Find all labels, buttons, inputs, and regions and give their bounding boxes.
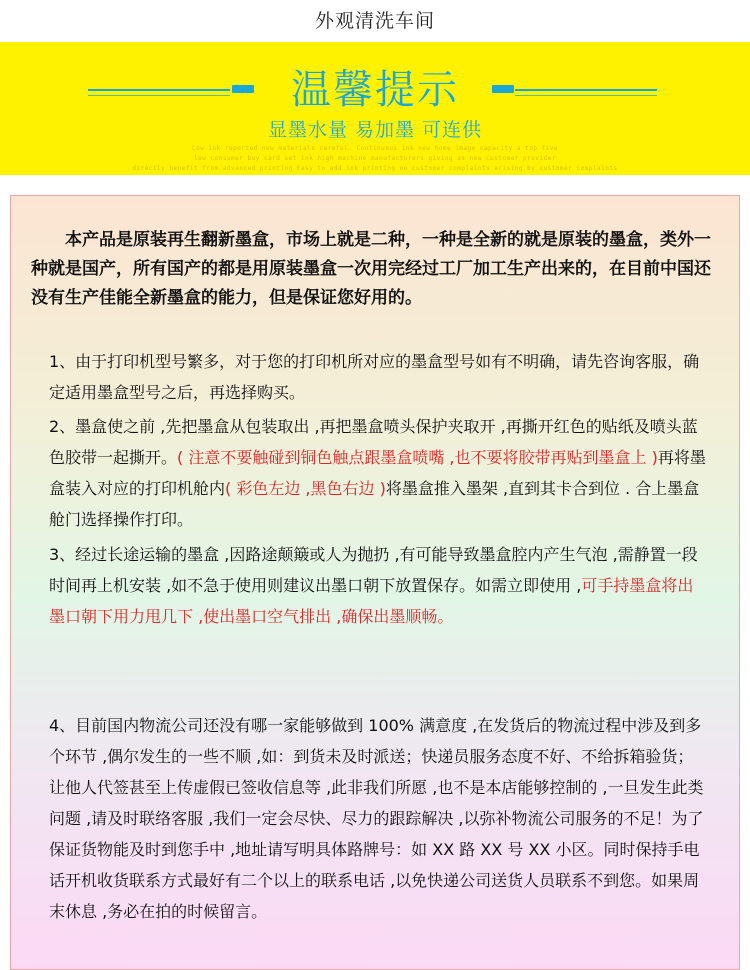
item-text: 1、由于打印机型号繁多，对于您的打印机所对应的墨盒型号如有不明确，请先咨询客服，确定适用墨盒型号之后，再选择购买。 xyxy=(49,352,700,402)
notice-panel xyxy=(10,195,740,970)
notice-item-4 xyxy=(49,710,709,927)
notice-item-1 xyxy=(49,346,709,408)
banner-fine-print xyxy=(110,144,640,174)
item-warning-text: ( 注意不要触碰到铜色触点跟墨盒喷嘴 ,也不要将胶带再贴到墨盒上 ) xyxy=(177,448,658,467)
item-text: 4、目前国内物流公司还没有哪一家能够做到 100% 满意度 ,在发货后的物流过程中涉及到多个环节 ,偶尔发生的一些不顺 ,如：到货未及时派送；快递员服务态度不好、不给拆箱验货；让他人代签甚至上传虚假已签收信息等 ,此非我们所愿 ,也不是本店能够控制的 ,一旦发生此类问题 ,请及时联络客服 ,我们一定会尽快、尽力的跟踪解决 ,以弥补物流公司服务的不足！为了保证货物能及时到您手中 ,地址请写明具体路牌号：如 XX 路 XX 号 XX 小区。同时保持手电话开机收货联系方式最好有二个以上的联系电话 ,以免快递公司送货人员联系不到您。如果周末休息 ,务必在拍的时候留言。 xyxy=(49,716,704,921)
fine-print-line: directly benefit from advanced printing Easy to add ink printing on customer complaints arising by customer complaints xyxy=(132,165,618,172)
tips-banner xyxy=(0,42,750,175)
banner-subheading: 显墨水量 易加墨 可连供 xyxy=(267,119,483,141)
page-title: 外观清洗车间 xyxy=(314,10,435,32)
notice-item-2 xyxy=(49,411,709,535)
item-text: 2、墨盒使之前 ,先把墨盒从包装取出 ,再把墨盒喷头保护夹取开 ,再撕开红色的贴纸及喷头蓝色胶带一起撕开。 xyxy=(49,417,698,467)
right-decor-line xyxy=(515,89,657,91)
right-decor-line-thin xyxy=(515,95,657,96)
item-text: 将墨盒推入墨架 ,直到其卡合到位 . 合上墨盒舱门选择操作打印。 xyxy=(49,479,700,529)
fine-print-line: low consumer buy card set ink high machine manufacturers giving as new customer provider xyxy=(194,155,556,162)
item-text: 再将墨盒装入对应的打印机舱内 xyxy=(49,448,706,498)
notice-item-3 xyxy=(49,539,709,632)
item-text: 3、经过长途运输的墨盒 ,因路途颠簸或人为抛扔 ,有可能导致墨盒腔内产生气泡 ,需静置一段时间再上机安装 ,如不急于使用则建议出墨口朝下放置保存。如需立即使用 , xyxy=(49,545,698,595)
intro-paragraph: 本产品是原装再生翻新墨盒，市场上就是二种，一种是全新的就是原装的墨盒，类外一种就是国产，所有国产的都是用原装墨盒一次用完经过工厂加工生产出来的，在目前中国还没有生产佳能全新墨盒的能力，但是保证您好用的。 xyxy=(31,230,711,308)
item-warning-text: 可手持墨盒将出墨口朝下用力甩几下 ,使出墨口空气排出 ,确保出墨顺畅。 xyxy=(49,576,694,626)
fine-print-line: Low ink reported new materials careful. Continuous ink new home image capacity a top five xyxy=(192,145,558,152)
banner-heading-row xyxy=(0,58,750,114)
banner-heading: 温馨提示 xyxy=(291,67,459,113)
item-warning-text: ( 彩色左边 ,黑色右边 ) xyxy=(225,479,386,498)
right-decor-dash xyxy=(492,85,514,93)
